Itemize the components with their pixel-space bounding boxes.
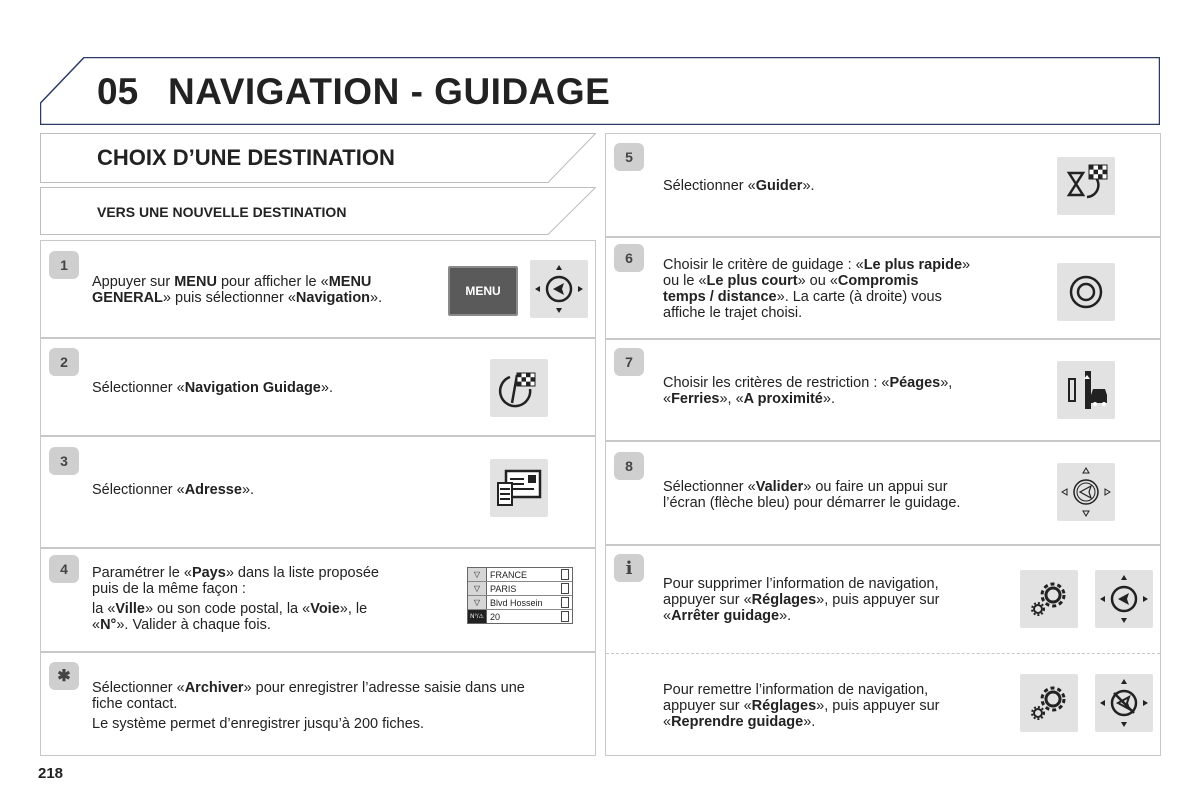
page-title: NAVIGATION - GUIDAGE (168, 71, 611, 112)
step-badge: 1 (49, 251, 79, 279)
step-text (663, 479, 960, 511)
list-item[interactable]: ▽ PARIS (468, 582, 572, 596)
step-1 (40, 240, 596, 338)
step-badge: 6 (614, 244, 644, 272)
step-line: GENERAL» puis sélectionner «Navigation». (92, 290, 383, 306)
step-line: «Ferries», «A proximité». (663, 391, 835, 407)
step-line: Appuyer sur MENU pour afficher le «MENU (92, 274, 372, 290)
step-line: ou le «Le plus court» ou «Compromis (663, 273, 919, 289)
step-5 (605, 133, 1161, 237)
step-8 (605, 441, 1161, 545)
resume-guidance-icon[interactable] (1095, 674, 1153, 732)
step-text (663, 257, 970, 321)
step-line: Pour supprimer l’information de navigation, (663, 576, 939, 592)
step-text (663, 576, 939, 624)
step-line: Sélectionner «Guider». (663, 178, 815, 194)
chapter-number: 05 (97, 71, 139, 112)
step-archive (40, 652, 596, 756)
address-list[interactable] (467, 567, 573, 624)
step-text (92, 482, 254, 498)
step-line: Le système permet d’enregistrer jusqu’à 200 fiches. (92, 716, 425, 732)
step-text (92, 274, 382, 306)
step-line: «N°». Valider à chaque fois. (92, 617, 271, 633)
step-badge: 7 (614, 348, 644, 376)
validate-joystick-icon[interactable] (1057, 463, 1115, 521)
info-box (605, 545, 1161, 756)
step-line: Pour remettre l’information de navigation, (663, 682, 929, 698)
navigation-guidance-icon[interactable] (490, 359, 548, 417)
section-subtitle: VERS UNE NOUVELLE DESTINATION (97, 204, 347, 220)
divider (606, 653, 1160, 654)
step-3 (40, 436, 596, 548)
step-badge: 4 (49, 555, 79, 583)
step-text (92, 380, 333, 396)
step-text (663, 682, 939, 730)
guide-icon[interactable] (1057, 157, 1115, 215)
step-7 (605, 339, 1161, 441)
step-6 (605, 237, 1161, 339)
address-card-icon[interactable] (490, 459, 548, 517)
step-badge: 2 (49, 348, 79, 376)
step-badge: 8 (614, 452, 644, 480)
tip-icon: ✱ (49, 662, 79, 690)
menu-button[interactable]: MENU (448, 266, 518, 316)
settings-icon[interactable] (1020, 674, 1078, 732)
list-item[interactable]: ▽ Blvd Hossein (468, 596, 572, 610)
step-2 (40, 338, 596, 436)
chapter-header (40, 57, 1160, 125)
step-text (663, 375, 952, 407)
step-line: «Arrêter guidage». (663, 608, 792, 624)
step-line: appuyer sur «Réglages», puis appuyer sur (663, 592, 940, 608)
step-text (92, 565, 379, 633)
step-line: la «Ville» ou son code postal, la «Voie», le (92, 601, 368, 617)
step-4 (40, 548, 596, 652)
step-badge: 3 (49, 447, 79, 475)
page-number: 218 (38, 765, 64, 782)
step-line: Choisir les critères de restriction : «Péages», (663, 375, 953, 391)
step-line: Choisir le critère de guidage : «Le plus rapide» (663, 257, 971, 273)
step-line: Sélectionner «Archiver» pour enregistrer l’adresse saisie dans une (92, 680, 525, 696)
step-line: Sélectionner «Adresse». (92, 482, 255, 498)
restrictions-icon[interactable] (1057, 361, 1115, 419)
step-line: temps / distance». La carte (à droite) vous (663, 289, 942, 305)
step-line: «Reprendre guidage». (663, 714, 816, 730)
step-badge: 5 (614, 143, 644, 171)
settings-icon[interactable] (1020, 570, 1078, 628)
step-text (663, 178, 815, 194)
info-icon: i (614, 554, 644, 582)
section-title-box (40, 133, 596, 183)
section-subtitle-box (40, 187, 596, 235)
navigation-joystick-icon[interactable] (1095, 570, 1153, 628)
step-line: affiche le trajet choisi. (663, 305, 803, 321)
list-item[interactable]: N°/⚠ 20 (468, 610, 572, 623)
list-item[interactable]: ▽ FRANCE (468, 568, 572, 582)
target-icon[interactable] (1057, 263, 1115, 321)
step-line: puis de la même façon : (92, 581, 246, 597)
step-line: Sélectionner «Valider» ou faire un appui sur (663, 479, 948, 495)
step-text (92, 680, 525, 732)
section-title: CHOIX D’UNE DESTINATION (97, 145, 395, 170)
step-line: Paramétrer le «Pays» dans la liste proposée (92, 565, 379, 581)
step-line: l’écran (flèche bleu) pour démarrer le guidage. (663, 495, 961, 511)
step-line: fiche contact. (92, 696, 178, 712)
navigation-joystick-icon[interactable] (530, 260, 588, 318)
step-line: appuyer sur «Réglages», puis appuyer sur (663, 698, 940, 714)
step-line: Sélectionner «Navigation Guidage». (92, 380, 333, 396)
